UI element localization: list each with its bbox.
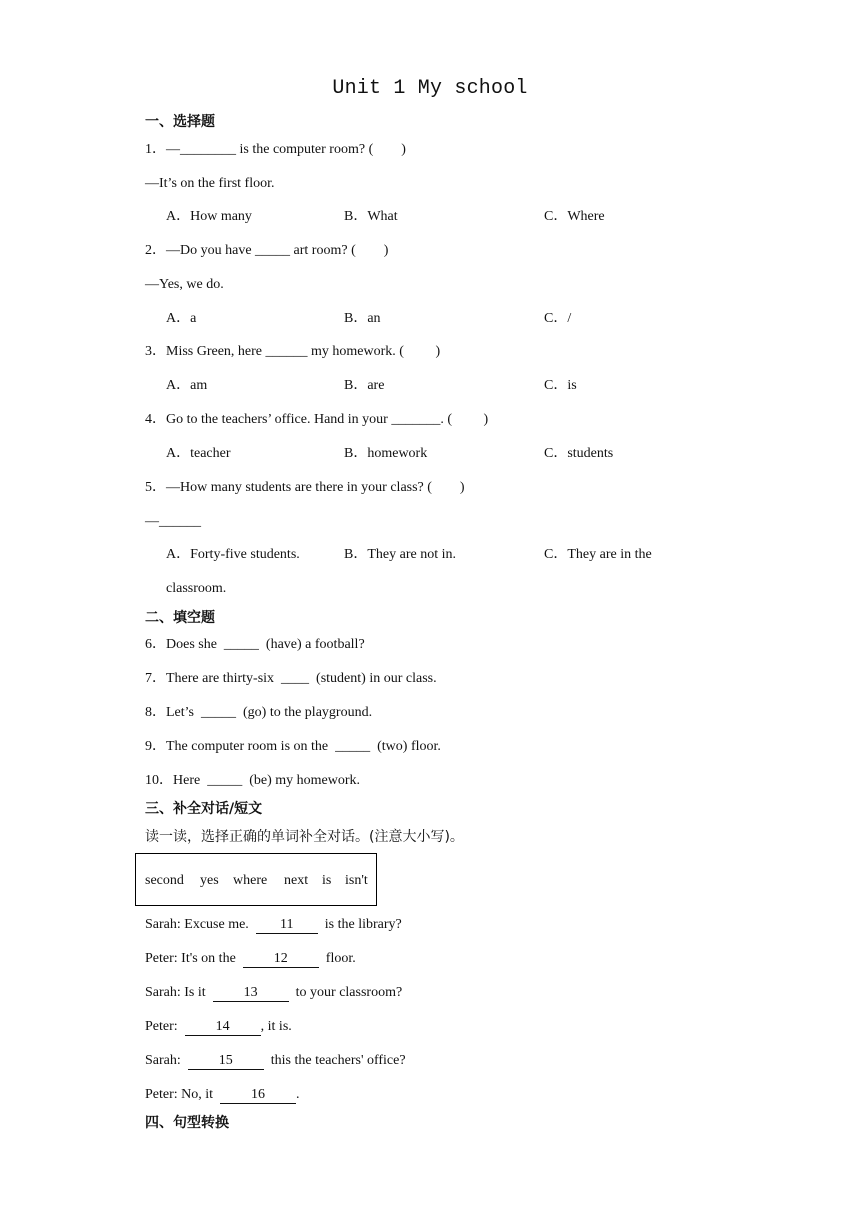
section-heading-fill: 二、填空题 — [145, 610, 215, 626]
question-1-option-a: A．How many — [166, 209, 252, 224]
dialogue-text-before: Sarah: — [145, 1053, 188, 1068]
question-5-option-c-continued: classroom. — [166, 581, 227, 596]
dialogue-text-before: Peter: No, it — [145, 1087, 221, 1102]
word-bank-word: yes — [200, 873, 219, 888]
question-5-option-c: C．They are in the — [544, 547, 652, 562]
dialogue-text-after: floor. — [318, 951, 356, 966]
word-bank-word: where — [233, 873, 268, 888]
section-heading-transform: 四、句型转换 — [145, 1115, 229, 1131]
question-3-option-a: A．am — [166, 378, 208, 393]
section-heading-choice: 一、选择题 — [145, 114, 215, 130]
question-1-reply: —It’s on the first floor. — [145, 176, 275, 191]
dialogue-text-before: Peter: — [145, 1019, 185, 1034]
dialogue-text-after: , it is. — [260, 1019, 292, 1034]
question-2-option-b: B．an — [344, 311, 381, 326]
question-2-stem: 2．—Do you have _____ art room? ( ) — [145, 243, 389, 258]
answer-blank-16: 16 — [220, 1086, 296, 1104]
answer-blank-15: 15 — [188, 1052, 264, 1070]
dialogue-text-after: this the teachers' office? — [263, 1053, 406, 1068]
word-bank-word: second — [145, 873, 184, 888]
answer-blank-11: 11 — [256, 916, 318, 934]
fill-question-7: 7．There are thirty-six ____ (student) in our class. — [145, 671, 437, 686]
question-3-option-c: C．is — [544, 378, 577, 393]
answer-blank-12: 12 — [243, 950, 319, 968]
dialogue-text-before: Sarah: Is it — [145, 985, 213, 1000]
word-bank-box — [135, 853, 377, 906]
question-4-option-c: C．students — [544, 446, 614, 461]
question-4-option-b: B．homework — [344, 446, 428, 461]
question-1-option-b: B．What — [344, 209, 398, 224]
fill-question-8: 8．Let’s _____ (go) to the playground. — [145, 705, 373, 720]
question-4-option-a: A．teacher — [166, 446, 231, 461]
question-1-stem: 1．—________ is the computer room? ( ) — [145, 142, 406, 157]
dialogue-text-before: Peter: It's on the — [145, 951, 243, 966]
question-1-option-c: C．Where — [544, 209, 605, 224]
word-bank-word: next — [284, 873, 309, 888]
answer-blank-14: 14 — [185, 1018, 261, 1036]
fill-question-10: 10．Here _____ (be) my homework. — [145, 773, 361, 788]
dialogue-line-11 — [145, 915, 402, 935]
dialogue-text-after: . — [296, 1087, 300, 1102]
word-bank-word: is — [322, 873, 332, 888]
word-bank-word: isn't — [345, 873, 368, 888]
question-2-option-a: A．a — [166, 311, 197, 326]
dialogue-text-after: to your classroom? — [288, 985, 403, 1000]
fill-question-9: 9．The computer room is on the _____ (two) floor. — [145, 739, 441, 754]
dialogue-line-16 — [145, 1085, 300, 1105]
dialogue-line-14 — [145, 1017, 292, 1037]
question-5-option-a: A．Forty-five students. — [166, 547, 300, 562]
dialogue-instruction: 读一读，选择正确的单词补全对话。(注意大小写)。 — [145, 829, 464, 845]
question-2-reply: —Yes, we do. — [145, 277, 224, 292]
dialogue-line-15 — [145, 1051, 406, 1071]
fill-question-6: 6．Does she _____ (have) a football? — [145, 637, 365, 652]
question-4-stem: 4．Go to the teachers’ office. Hand in your _______. ( ) — [145, 412, 489, 427]
page-title: Unit 1 My school — [332, 77, 528, 100]
question-5-option-b: B．They are not in. — [344, 547, 456, 562]
dialogue-text-before: Sarah: Excuse me. — [145, 917, 256, 932]
question-3-option-b: B．are — [344, 378, 385, 393]
question-2-option-c: C．/ — [544, 311, 572, 326]
dialogue-line-12 — [145, 949, 356, 969]
question-5-stem: 5．—How many students are there in your class? ( ) — [145, 480, 465, 495]
question-5-reply: —______ — [145, 514, 201, 529]
question-3-stem: 3．Miss Green, here ______ my homework. ( ) — [145, 344, 441, 359]
section-heading-dialogue: 三、补全对话/短文 — [145, 801, 263, 817]
dialogue-line-13 — [145, 983, 402, 1003]
answer-blank-13: 13 — [213, 984, 289, 1002]
dialogue-text-after: is the library? — [317, 917, 402, 932]
